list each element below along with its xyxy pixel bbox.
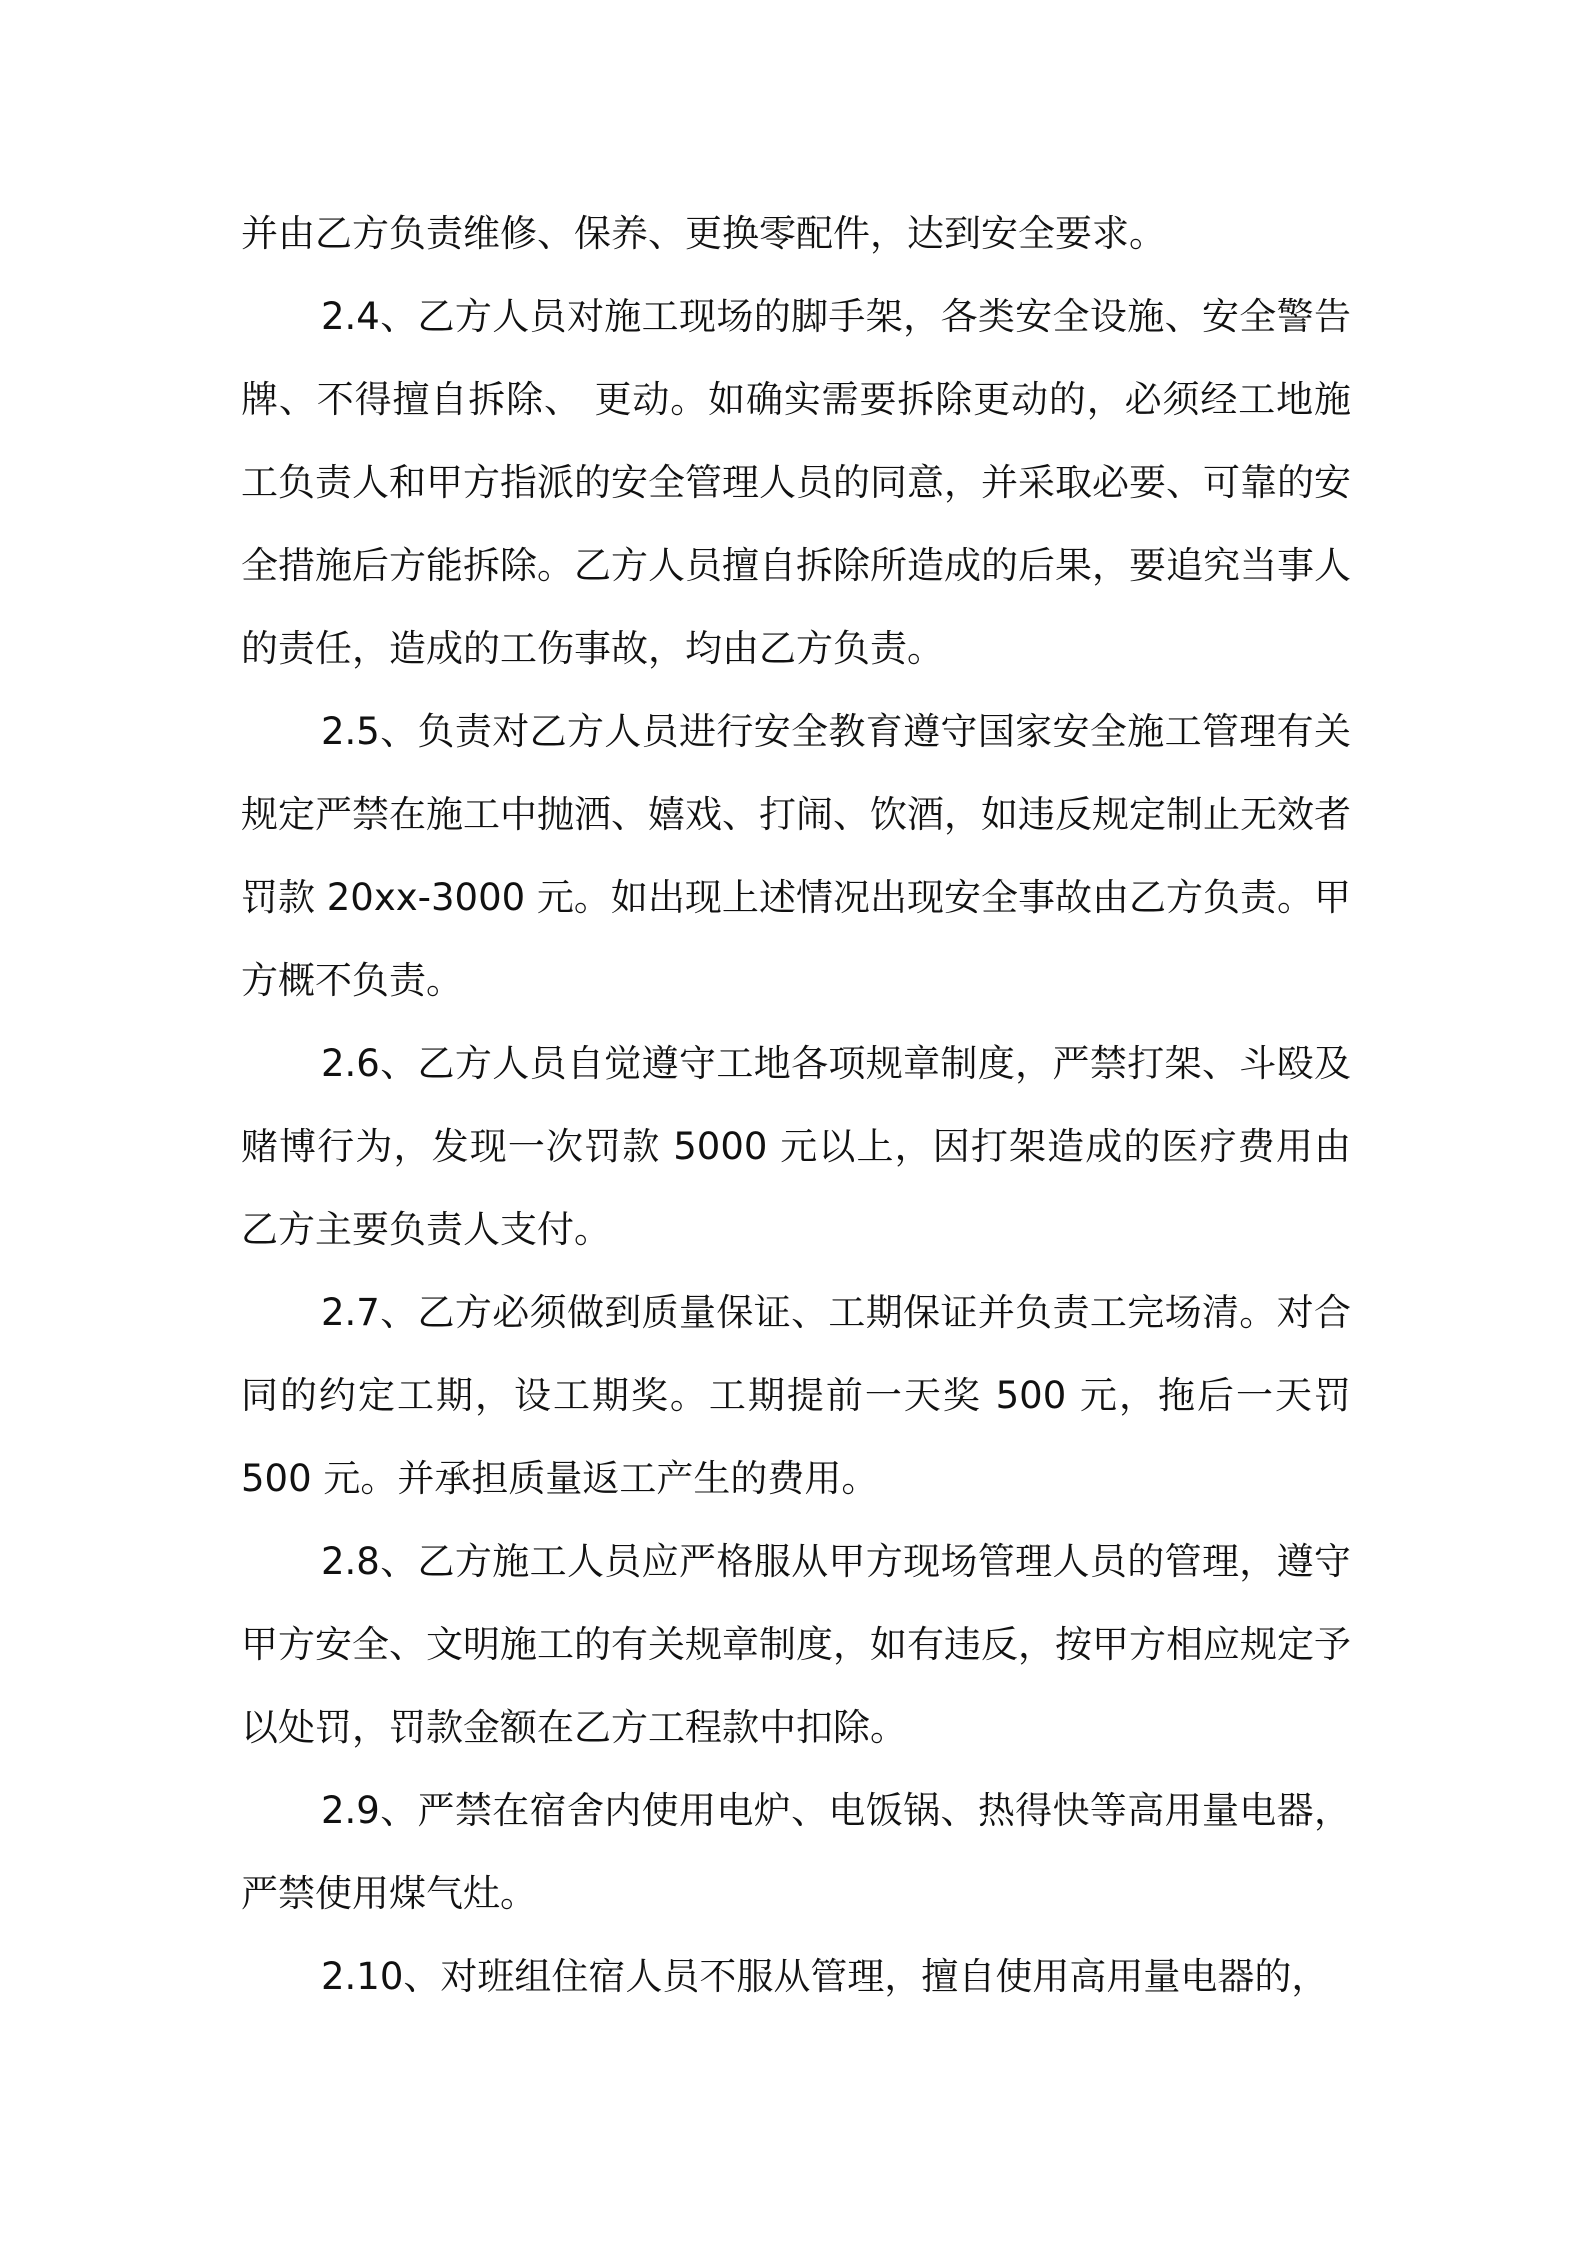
paragraph-2-9: 2.9、严禁在宿舍内使用电炉、电饭锅、热得快等高用量电器，严禁使用煤气灶。 [241,1789,1351,1915]
paragraph-2-10: 2.10、对班组住宿人员不服从管理，擅自使用高用量电器的， [321,1955,1329,1998]
paragraph-2-5: 2.5、负责对乙方人员进行安全教育遵守国家安全施工管理有关规定严禁在施工中抛洒、嬉戏、打闹、饮酒，如违反规定制止无效者罚款 20xx-3000 元。如出现上述情况出现安全事故由乙方负责。甲方概不负责。 [241,710,1351,1002]
paragraph-2-6: 2.6、乙方人员自觉遵守工地各项规章制度，严禁打架、斗殴及赌博行为，发现一次罚款 5000 元以上，因打架造成的医疗费用由乙方主要负责人支付。 [241,1042,1351,1251]
paragraph-continuation: 并由乙方负责维修、保养、更换零配件，达到安全要求。 [241,212,1166,255]
document-body [241,192,1351,2018]
paragraph-2-4: 2.4、乙方人员对施工现场的脚手架，各类安全设施、安全警告牌、不得擅自拆除、 更动。如确实需要拆除更动的，必须经工地施工负责人和甲方指派的安全管理人员的同意，并采取必要、可靠的安全措施后方能拆除。乙方人员擅自拆除所造成的后果，要追究当事人的责任，造成的工伤事故，均由乙方负责。 [241,295,1351,670]
paragraph-2-8: 2.8、乙方施工人员应严格服从甲方现场管理人员的管理，遵守甲方安全、文明施工的有关规章制度，如有违反，按甲方相应规定予以处罚，罚款金额在乙方工程款中扣除。 [241,1540,1351,1749]
paragraph-2-7: 2.7、乙方必须做到质量保证、工期保证并负责工完场清。对合同的约定工期，设工期奖。工期提前一天奖 500 元，拖后一天罚 500 元。并承担质量返工产生的费用。 [241,1291,1351,1500]
